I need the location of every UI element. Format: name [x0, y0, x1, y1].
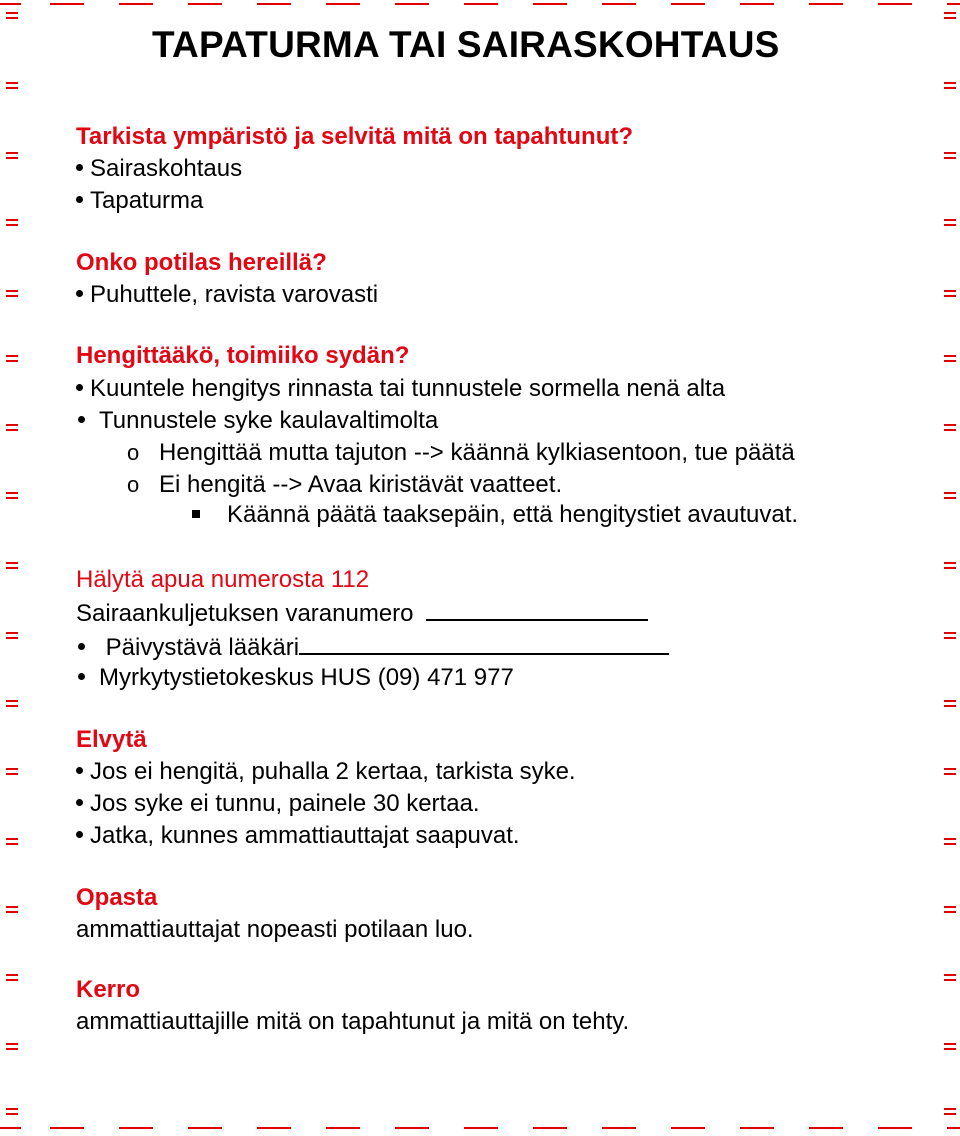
border-mark — [944, 768, 956, 775]
guide-text: ammattiauttajat nopeasti potilaan luo. — [76, 916, 474, 943]
list-item: Myrkytystietokeskus HUS (09) 471 977 — [76, 663, 514, 693]
list-item: Jos ei hengitä, puhalla 2 kertaa, tarkista syke. — [76, 757, 576, 787]
border-mark — [944, 12, 956, 19]
doctor-label: Päivystävä lääkäri — [105, 634, 300, 661]
border-mark — [944, 355, 956, 362]
border-bottom — [0, 1127, 960, 1129]
doctor-blank — [299, 631, 669, 655]
border-mark — [6, 219, 18, 226]
border-mark — [6, 12, 18, 19]
revive-heading: Elvytä — [76, 726, 147, 753]
border-mark — [6, 152, 18, 159]
square-bullet-icon — [192, 510, 200, 518]
border-mark — [6, 700, 18, 707]
alarm-heading: Hälytä apua numerosta 112 — [76, 566, 370, 593]
sub-sub-list-item: Käännä päätä taaksepäin, että hengitystiet avautuvat. — [227, 501, 799, 528]
circle-bullet-icon: o — [127, 440, 140, 465]
backup-number-label: Sairaankuljetuksen varanumero — [76, 600, 414, 627]
border-mark — [944, 906, 956, 913]
tell-text: ammattiauttajille mitä on tapahtunut ja mitä on tehty. — [76, 1008, 630, 1035]
border-mark — [944, 562, 956, 569]
list-item: Kuuntele hengitys rinnasta tai tunnustele sormella nenä alta — [76, 374, 725, 404]
border-top — [0, 3, 960, 5]
border-mark — [6, 1108, 18, 1115]
list-item: Jos syke ei tunnu, painele 30 kertaa. — [76, 789, 480, 819]
alarm-line — [76, 597, 648, 629]
border-mark — [944, 219, 956, 226]
border-mark — [944, 152, 956, 159]
border-mark — [944, 290, 956, 297]
backup-number-blank — [426, 597, 648, 621]
border-mark — [6, 906, 18, 913]
awake-heading: Onko potilas hereillä? — [76, 249, 327, 276]
list-item — [76, 631, 669, 663]
border-mark — [6, 838, 18, 845]
border-mark — [6, 355, 18, 362]
list-item: Tapaturma — [76, 186, 203, 216]
border-mark — [6, 82, 18, 89]
guide-heading: Opasta — [76, 884, 158, 911]
border-right — [944, 0, 956, 1136]
sub-list-item: Ei hengitä --> Avaa kiristävät vaatteet. — [159, 471, 563, 498]
border-mark — [944, 1108, 956, 1115]
border-left — [6, 0, 18, 1136]
border-mark — [944, 700, 956, 707]
border-mark — [944, 1043, 956, 1050]
border-mark — [6, 768, 18, 775]
tell-heading: Kerro — [76, 976, 141, 1003]
list-item: Sairaskohtaus — [76, 154, 242, 184]
page-title: TAPATURMA TAI SAIRASKOHTAUS — [152, 24, 780, 65]
border-mark — [6, 424, 18, 431]
check-heading: Tarkista ympäristö ja selvitä mitä on tapahtunut? — [76, 123, 634, 150]
border-mark — [944, 424, 956, 431]
border-mark — [6, 632, 18, 639]
border-mark — [944, 974, 956, 981]
breathing-heading: Hengittääkö, toimiiko sydän? — [76, 342, 410, 369]
sub-list-item: Hengittää mutta tajuton --> käännä kylkiasentoon, tue päätä — [159, 439, 795, 466]
border-mark — [6, 562, 18, 569]
border-mark — [944, 492, 956, 499]
border-mark — [944, 838, 956, 845]
list-item: Jatka, kunnes ammattiauttajat saapuvat. — [76, 821, 520, 851]
border-mark — [6, 1043, 18, 1050]
list-item: Puhuttele, ravista varovasti — [76, 280, 378, 310]
border-mark — [6, 492, 18, 499]
list-item: Tunnustele syke kaulavaltimolta — [76, 406, 438, 436]
border-mark — [944, 632, 956, 639]
border-mark — [6, 974, 18, 981]
border-mark — [944, 82, 956, 89]
circle-bullet-icon: o — [127, 472, 140, 497]
border-mark — [6, 290, 18, 297]
